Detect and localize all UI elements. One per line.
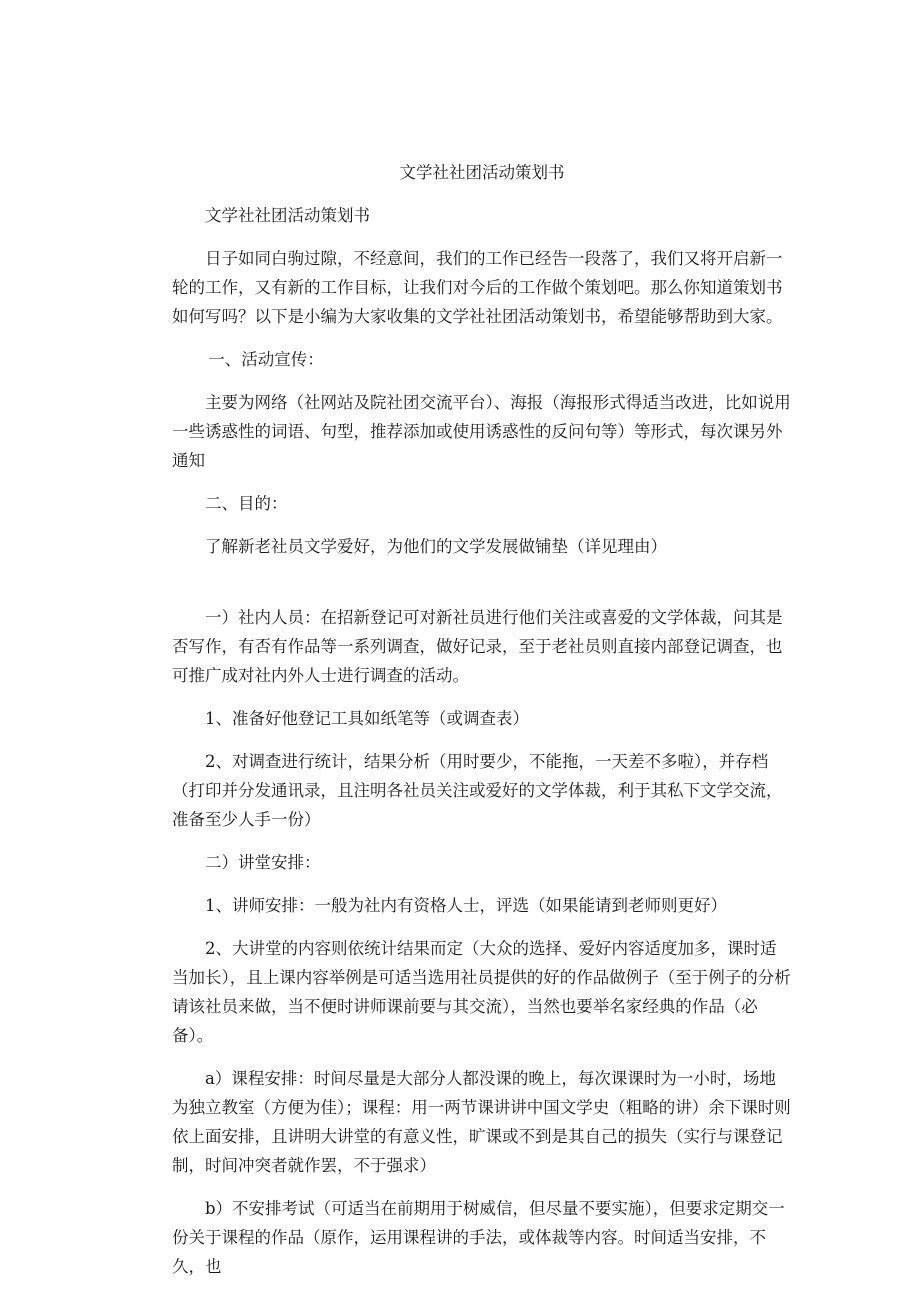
internal-members-paragraph: 一）社内人员：在招新登记可对新社员进行他们关注或喜爱的文学体裁，问其是否写作，有否有作品等一系列调查，做好记录，至于老社员则直接内部登记调查，也可推广成对社内外人士进行调查的活动。 bbox=[172, 608, 783, 685]
publicity-paragraph: 主要为网络（社网站及院社团交流平台）、海报（海报形式得适当改进，比如说用一些诱惑性的词语、句型，推荐添加或使用诱惑性的反问句等）等形式，每次课另外通知 bbox=[172, 393, 791, 470]
document-title: 文学社社团活动策划书 bbox=[399, 163, 565, 182]
list-item-lecturer: 1、讲师安排：一般为社内有资格人士，评选（如果能请到老师则更好） bbox=[205, 896, 727, 915]
intro-paragraph: 日子如同白驹过隙，不经意间，我们的工作已经告一段落了，我们又将开启新一轮的工作，又有新的工作目标，让我们对今后的工作做个策划吧。那么你知道策划书如何写吗？以下是小编为大家收集的文学社社团活动策划书，希望能够帮助到大家。 bbox=[172, 249, 783, 326]
course-schedule-paragraph: a）课程安排：时间尽量是大部分人都没课的晚上，每次课课时为一小时，场地为独立教室（方便为佳）；课程：用一两节课讲讲中国文学史（粗略的讲）余下课时则依上面安排，且讲明大讲堂的有意义性，旷课或不到是其自己的损失（实行与课登记制，时间冲突者就作罢，不于强求） bbox=[172, 1069, 791, 1175]
section-heading-purpose: 二、目的： bbox=[205, 494, 288, 513]
list-item-statistics: 2、对调查进行统计，结果分析（用时要少，不能拖，一天差不多啦），并存档（打印并分发通讯录，且注明各社员关注或爱好的文学体裁，利于其私下文学交流，准备至少人手一份） bbox=[172, 752, 783, 829]
no-exam-paragraph: b）不安排考试（可适当在前期用于树威信，但尽量不要实施），但要求定期交一份关于课程的作品（原作，运用课程讲的手法，或体裁等内容。时间适当安排，不久，也 bbox=[172, 1199, 785, 1276]
section-heading-lecture: 二）讲堂安排： bbox=[205, 853, 321, 872]
section-heading-publicity: 一、活动宣传： bbox=[208, 350, 324, 369]
subtitle-paragraph: 文学社社团活动策划书 bbox=[205, 206, 370, 225]
purpose-paragraph: 了解新老社员文学爱好，为他们的文学发展做铺垫（详见理由） bbox=[205, 537, 667, 556]
list-item-prepare-tools: 1、准备好他登记工具如纸笔等（或调查表） bbox=[205, 709, 529, 728]
list-item-lecture-content: 2、大讲堂的内容则依统计结果而定（大众的选择、爱好内容适度加多，课时适当加长），且上课内容举例是可适当选用社员提供的好的作品做例子（至于例子的分析请该社员来做，当不便时讲师课前要与其交流），当然也要举名家经典的作品（必备）。 bbox=[172, 939, 791, 1045]
document-body bbox=[172, 158, 792, 1281]
